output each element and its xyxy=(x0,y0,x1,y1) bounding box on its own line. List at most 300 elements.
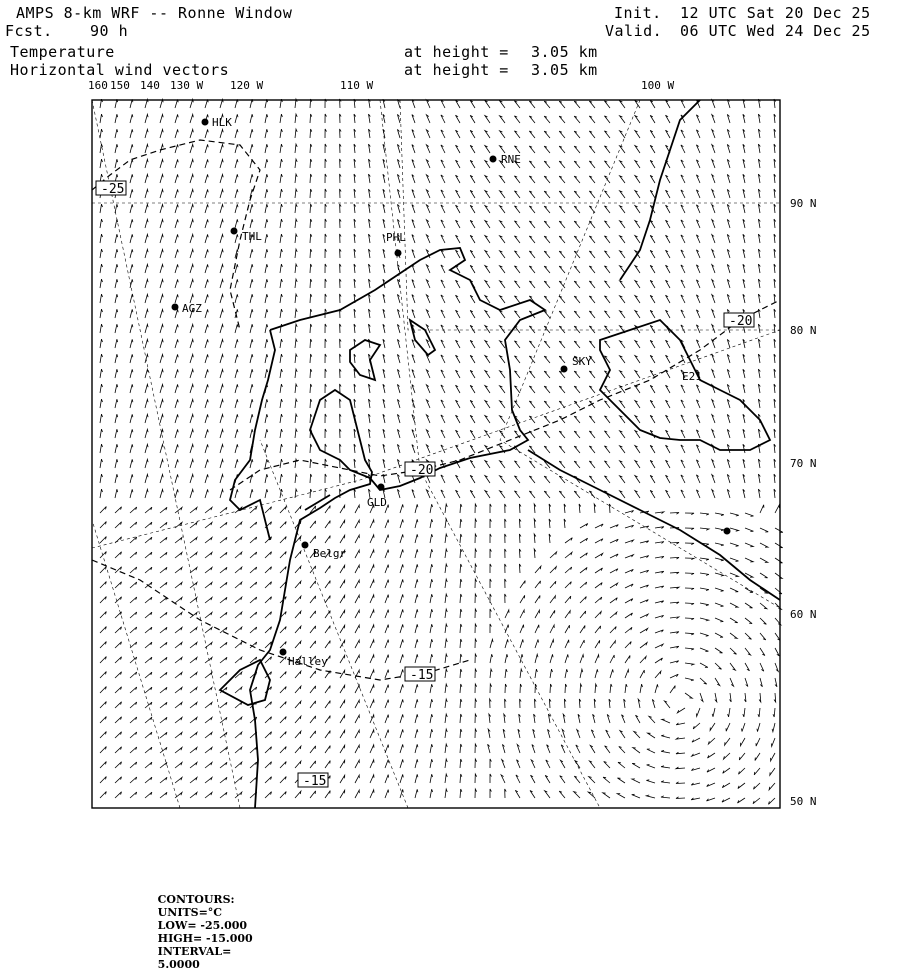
wind-vector xyxy=(700,633,709,636)
wind-vector xyxy=(160,369,163,378)
wind-vector xyxy=(610,627,616,634)
wind-vector xyxy=(235,552,242,558)
wind-vector xyxy=(190,582,197,588)
wind-vector xyxy=(220,174,223,183)
wind-vector xyxy=(295,129,297,138)
wind-vector xyxy=(426,490,430,498)
wind-vector xyxy=(280,159,282,168)
wind-vector xyxy=(250,612,257,618)
wind-vector xyxy=(754,783,761,789)
wind-vector xyxy=(220,309,223,318)
wind-vector xyxy=(205,219,208,228)
wind-vector xyxy=(235,369,238,378)
wind-vector xyxy=(354,234,356,243)
wind-vector xyxy=(145,429,148,438)
wind-vector xyxy=(490,654,493,663)
wind-vector xyxy=(460,684,462,693)
wind-vector xyxy=(265,189,268,198)
wind-vector xyxy=(426,235,430,243)
wind-vector xyxy=(340,429,342,438)
wind-vector xyxy=(456,370,461,378)
wind-vector xyxy=(265,567,272,573)
wind-vector xyxy=(175,642,182,648)
wind-vector xyxy=(712,205,715,213)
field-wind-label: Horizontal wind vectors xyxy=(10,61,230,79)
wind-vector xyxy=(441,370,445,378)
wind-vector xyxy=(604,281,610,288)
wind-vector xyxy=(175,309,178,318)
wind-vector xyxy=(475,654,477,663)
wind-vector xyxy=(160,444,163,453)
wind-vector xyxy=(727,234,730,243)
wind-vector xyxy=(190,129,193,138)
wind-vector xyxy=(265,627,272,633)
wind-vector xyxy=(355,790,359,798)
wind-vector xyxy=(369,129,371,138)
height1-value: 3.05 km xyxy=(531,43,598,61)
wind-vector xyxy=(685,588,694,590)
wind-vector xyxy=(604,221,610,228)
wind-vector xyxy=(661,735,670,738)
init-time: 12 UTC Sat 20 Dec 25 xyxy=(680,4,871,22)
wind-vector xyxy=(758,144,760,153)
wind-vector xyxy=(728,708,730,717)
wind-vector xyxy=(490,579,491,588)
wind-vector xyxy=(574,431,580,438)
wind-vector xyxy=(130,489,133,498)
wind-vector xyxy=(295,489,297,498)
wind-vector xyxy=(220,702,227,708)
wind-vector xyxy=(190,144,193,153)
wind-vector xyxy=(445,504,447,513)
wind-vector xyxy=(340,775,345,783)
wind-vector xyxy=(115,369,118,378)
wind-vector xyxy=(130,399,133,408)
wind-vector xyxy=(235,459,238,468)
wind-vector xyxy=(681,130,685,138)
wind-vector xyxy=(519,534,521,543)
contour-label-minus20-a: -20 xyxy=(410,463,434,478)
lat-label-60n: 60 N xyxy=(790,608,817,621)
wind-vector xyxy=(640,670,644,678)
wind-vector xyxy=(220,612,227,618)
wind-vector xyxy=(441,430,445,438)
wind-vector xyxy=(514,371,520,378)
wind-vector xyxy=(620,191,625,198)
wind-vector xyxy=(145,444,148,453)
wind-vector xyxy=(635,191,640,198)
wind-vector xyxy=(415,699,418,708)
wind-vector xyxy=(502,744,505,753)
wind-vector xyxy=(441,445,445,453)
wind-vector xyxy=(430,609,433,618)
wind-vector xyxy=(650,175,655,183)
wind-vector xyxy=(426,310,430,318)
wind-vector xyxy=(354,249,356,258)
wind-vector xyxy=(574,281,580,288)
wind-vector xyxy=(533,729,535,738)
wind-vector xyxy=(544,416,550,423)
wind-vector xyxy=(445,579,447,588)
wind-vector xyxy=(676,737,685,739)
wind-vector xyxy=(770,768,775,775)
wind-vector xyxy=(700,648,708,652)
wind-vector xyxy=(758,369,760,378)
wind-vector xyxy=(100,294,103,303)
wind-vector xyxy=(160,144,163,153)
wind-vector xyxy=(670,587,679,589)
wind-vector xyxy=(693,723,700,729)
wind-vector xyxy=(295,144,297,153)
wind-vector xyxy=(670,632,679,634)
wind-vector xyxy=(250,777,257,783)
wind-vector xyxy=(696,460,700,468)
wind-vector xyxy=(505,639,508,648)
wind-vector xyxy=(400,684,403,693)
wind-vector xyxy=(743,489,745,498)
wind-vector xyxy=(115,627,122,633)
wind-vector xyxy=(681,415,685,423)
wind-vector xyxy=(727,174,730,183)
wind-vector xyxy=(100,777,106,784)
wind-vector xyxy=(774,489,776,498)
wind-vector xyxy=(280,174,282,183)
wind-vector xyxy=(529,461,535,468)
wind-vector xyxy=(535,566,541,573)
wind-vector xyxy=(160,249,163,258)
wind-vector xyxy=(220,189,223,198)
wind-vector xyxy=(681,325,685,333)
wind-vector xyxy=(369,114,371,123)
wind-vector xyxy=(505,625,509,633)
wind-vector xyxy=(565,611,570,618)
wind-vector xyxy=(295,369,297,378)
wind-vector xyxy=(235,762,242,768)
station-label-gld: GLD xyxy=(367,496,387,509)
wind-vector xyxy=(205,384,208,393)
wind-vector xyxy=(190,552,197,558)
wind-vector xyxy=(145,249,148,258)
wind-vector xyxy=(715,633,723,637)
wind-vector xyxy=(775,663,778,671)
wind-vector xyxy=(295,234,297,243)
wind-vector xyxy=(589,491,595,498)
wind-vector xyxy=(160,384,163,393)
wind-vector xyxy=(160,717,167,723)
wind-vector xyxy=(759,693,761,702)
wind-vector xyxy=(625,684,627,693)
wind-vector xyxy=(681,145,685,153)
wind-vector xyxy=(520,699,522,708)
wind-vector xyxy=(514,296,520,303)
wind-vector xyxy=(412,385,415,393)
wind-vector xyxy=(160,489,163,498)
wind-vector xyxy=(310,174,312,183)
wind-vector xyxy=(743,384,745,393)
wind-vector xyxy=(580,611,586,618)
wind-vector xyxy=(400,534,403,543)
wind-vector xyxy=(400,504,403,513)
wind-vector xyxy=(620,431,625,438)
wind-vector xyxy=(412,310,415,318)
lon-label-110w: 110 W xyxy=(340,79,374,92)
wind-vector xyxy=(685,618,694,620)
wind-vector xyxy=(100,747,106,754)
wind-vector xyxy=(441,325,445,333)
wind-vector xyxy=(456,160,461,168)
wind-vector xyxy=(430,624,433,633)
wind-vector xyxy=(514,236,520,243)
wind-vector xyxy=(280,279,282,288)
wind-vector xyxy=(648,733,656,738)
wind-vector xyxy=(715,693,717,702)
wind-vector xyxy=(145,174,148,183)
wind-vector xyxy=(400,789,403,798)
wind-vector xyxy=(370,760,374,768)
wind-vector xyxy=(205,582,212,588)
wind-vector xyxy=(295,249,297,258)
wind-vector xyxy=(475,534,477,543)
wind-vector xyxy=(145,354,148,363)
wind-vector xyxy=(354,114,356,123)
valid-time: 06 UTC Wed 24 Dec 25 xyxy=(680,22,871,40)
wind-vector xyxy=(775,505,779,513)
wind-vector xyxy=(430,774,433,783)
wind-vector xyxy=(370,790,374,798)
wind-vector xyxy=(758,489,760,498)
wind-vector xyxy=(625,525,634,528)
lat-label-80n: 80 N xyxy=(790,324,817,337)
wind-vector xyxy=(340,610,345,618)
wind-vector xyxy=(529,476,535,483)
wind-vector xyxy=(460,519,462,528)
wind-vector xyxy=(620,356,625,363)
wind-vector xyxy=(175,429,178,438)
wind-vector xyxy=(265,279,268,288)
wind-vector xyxy=(160,219,163,228)
wind-vector xyxy=(625,584,633,588)
wind-vector xyxy=(520,610,524,618)
wind-vector xyxy=(295,219,297,228)
wind-vector xyxy=(100,762,106,769)
wind-vector xyxy=(565,552,572,558)
wind-vector xyxy=(160,234,163,243)
wind-vector xyxy=(354,489,356,498)
wind-vector xyxy=(519,519,521,528)
wind-vector xyxy=(758,249,760,258)
wind-vector xyxy=(574,416,580,423)
wind-vector xyxy=(574,146,580,153)
wind-vector xyxy=(712,175,715,183)
wind-vector xyxy=(691,768,700,771)
wind-vector xyxy=(295,324,297,333)
wind-vector xyxy=(485,266,490,273)
wind-vector xyxy=(609,699,611,708)
wind-vector xyxy=(470,115,475,123)
wind-vector xyxy=(589,341,595,348)
wind-vector xyxy=(650,190,655,198)
wind-vector xyxy=(485,131,490,138)
wind-vector xyxy=(235,399,238,408)
wind-vector xyxy=(758,159,760,168)
wind-vector xyxy=(340,760,345,768)
wind-vector xyxy=(544,161,550,168)
wind-vector xyxy=(205,354,208,363)
wind-vector xyxy=(485,386,490,393)
wind-vector xyxy=(574,176,580,183)
wind-vector xyxy=(647,765,655,769)
wind-vector xyxy=(265,717,272,723)
wind-vector xyxy=(369,294,371,303)
wind-vector xyxy=(589,326,595,333)
wind-vector xyxy=(696,325,700,333)
wind-vector xyxy=(514,491,520,498)
wind-vector xyxy=(130,114,133,123)
wind-vector xyxy=(485,461,490,468)
wind-vector xyxy=(250,582,257,588)
wind-vector xyxy=(160,732,167,738)
wind-vector xyxy=(559,161,565,168)
wind-vector xyxy=(485,146,490,153)
wind-vector xyxy=(400,639,403,648)
wind-vector xyxy=(145,717,152,723)
wind-vector xyxy=(325,731,330,738)
wind-vector xyxy=(115,444,118,453)
wind-vector xyxy=(190,249,193,258)
wind-vector xyxy=(426,295,430,303)
wind-vector xyxy=(175,354,178,363)
wind-vector xyxy=(310,414,312,423)
wind-vector xyxy=(500,191,505,198)
wind-vector xyxy=(160,174,163,183)
wind-vector xyxy=(205,399,208,408)
wind-vector xyxy=(397,399,400,408)
wind-vector xyxy=(514,221,520,228)
wind-vector xyxy=(500,251,505,258)
wind-vector xyxy=(712,220,715,228)
wind-vector xyxy=(519,714,521,723)
wind-vector xyxy=(758,354,760,363)
wind-vector xyxy=(475,774,477,783)
wind-vector xyxy=(175,672,182,678)
wind-vector xyxy=(265,612,272,618)
wind-vector xyxy=(370,745,374,753)
wind-vector xyxy=(265,777,272,783)
wind-vector xyxy=(456,250,461,258)
wind-vector xyxy=(100,309,103,318)
wind-vector xyxy=(604,401,610,408)
wind-vector xyxy=(325,506,330,513)
wind-vector xyxy=(340,279,342,288)
wind-vector xyxy=(220,522,227,528)
wind-vector xyxy=(700,618,709,621)
wind-vector xyxy=(650,355,655,363)
wind-vector xyxy=(519,504,521,513)
wind-vector xyxy=(580,669,583,678)
wind-vector xyxy=(632,763,640,768)
wind-vector xyxy=(310,761,316,768)
wind-vector xyxy=(655,586,664,588)
wind-vector xyxy=(354,354,356,363)
wind-vector xyxy=(445,624,447,633)
wind-vector xyxy=(696,295,700,303)
wind-vector xyxy=(383,324,385,333)
wind-vector xyxy=(500,116,505,123)
wind-vector xyxy=(340,745,345,753)
wind-vector xyxy=(310,384,312,393)
wind-vector xyxy=(412,115,415,123)
wind-vector xyxy=(775,558,783,563)
wind-vector xyxy=(400,699,403,708)
wind-vector xyxy=(650,280,655,288)
wind-vector xyxy=(712,190,715,198)
wind-vector xyxy=(385,655,389,663)
wind-vector xyxy=(661,766,670,768)
wind-vector xyxy=(295,384,297,393)
wind-vector xyxy=(574,461,580,468)
wind-vector xyxy=(758,204,760,213)
wind-vector xyxy=(115,777,122,783)
wind-vector xyxy=(175,657,182,663)
wind-vector xyxy=(145,732,152,738)
wind-vector xyxy=(310,701,316,708)
wind-vector xyxy=(369,369,371,378)
lon-label-120w: 120 W xyxy=(230,79,264,92)
wind-vector xyxy=(715,603,724,607)
wind-vector xyxy=(205,174,208,183)
wind-vector xyxy=(175,384,178,393)
wind-vector xyxy=(310,339,312,348)
wind-vector xyxy=(544,116,550,123)
wind-vector xyxy=(175,489,178,498)
wind-vector xyxy=(456,175,461,183)
wind-vector xyxy=(130,354,133,363)
height2-value: 3.05 km xyxy=(531,61,598,79)
wind-vector xyxy=(715,558,724,561)
wind-vector xyxy=(490,534,491,543)
wind-vector xyxy=(696,385,700,393)
wind-vector xyxy=(369,399,371,408)
wind-vector xyxy=(235,324,238,333)
wind-vector xyxy=(460,699,462,708)
wind-vector xyxy=(205,762,212,768)
lat-label-50n: 50 N xyxy=(790,795,817,808)
wind-vector xyxy=(625,656,630,664)
wind-vector xyxy=(175,732,182,738)
wind-vector xyxy=(340,159,342,168)
wind-vector xyxy=(430,564,433,573)
wind-vector xyxy=(635,491,640,498)
wind-vector xyxy=(681,160,685,168)
wind-vector xyxy=(145,657,152,663)
wind-vector xyxy=(175,717,182,723)
wind-vector xyxy=(441,310,445,318)
wind-vector xyxy=(400,579,403,588)
wind-vector xyxy=(485,281,490,288)
wind-vector xyxy=(666,355,671,363)
wind-vector xyxy=(250,219,253,228)
wind-vector xyxy=(685,678,694,681)
wind-vector xyxy=(696,445,700,453)
wind-vector xyxy=(595,684,597,693)
wind-vector xyxy=(400,669,403,678)
wind-vector xyxy=(681,355,685,363)
wind-vector xyxy=(681,460,685,468)
wind-vector xyxy=(475,594,477,603)
wind-vector xyxy=(310,536,316,543)
wind-vector xyxy=(774,399,776,408)
wind-vector xyxy=(397,189,400,198)
